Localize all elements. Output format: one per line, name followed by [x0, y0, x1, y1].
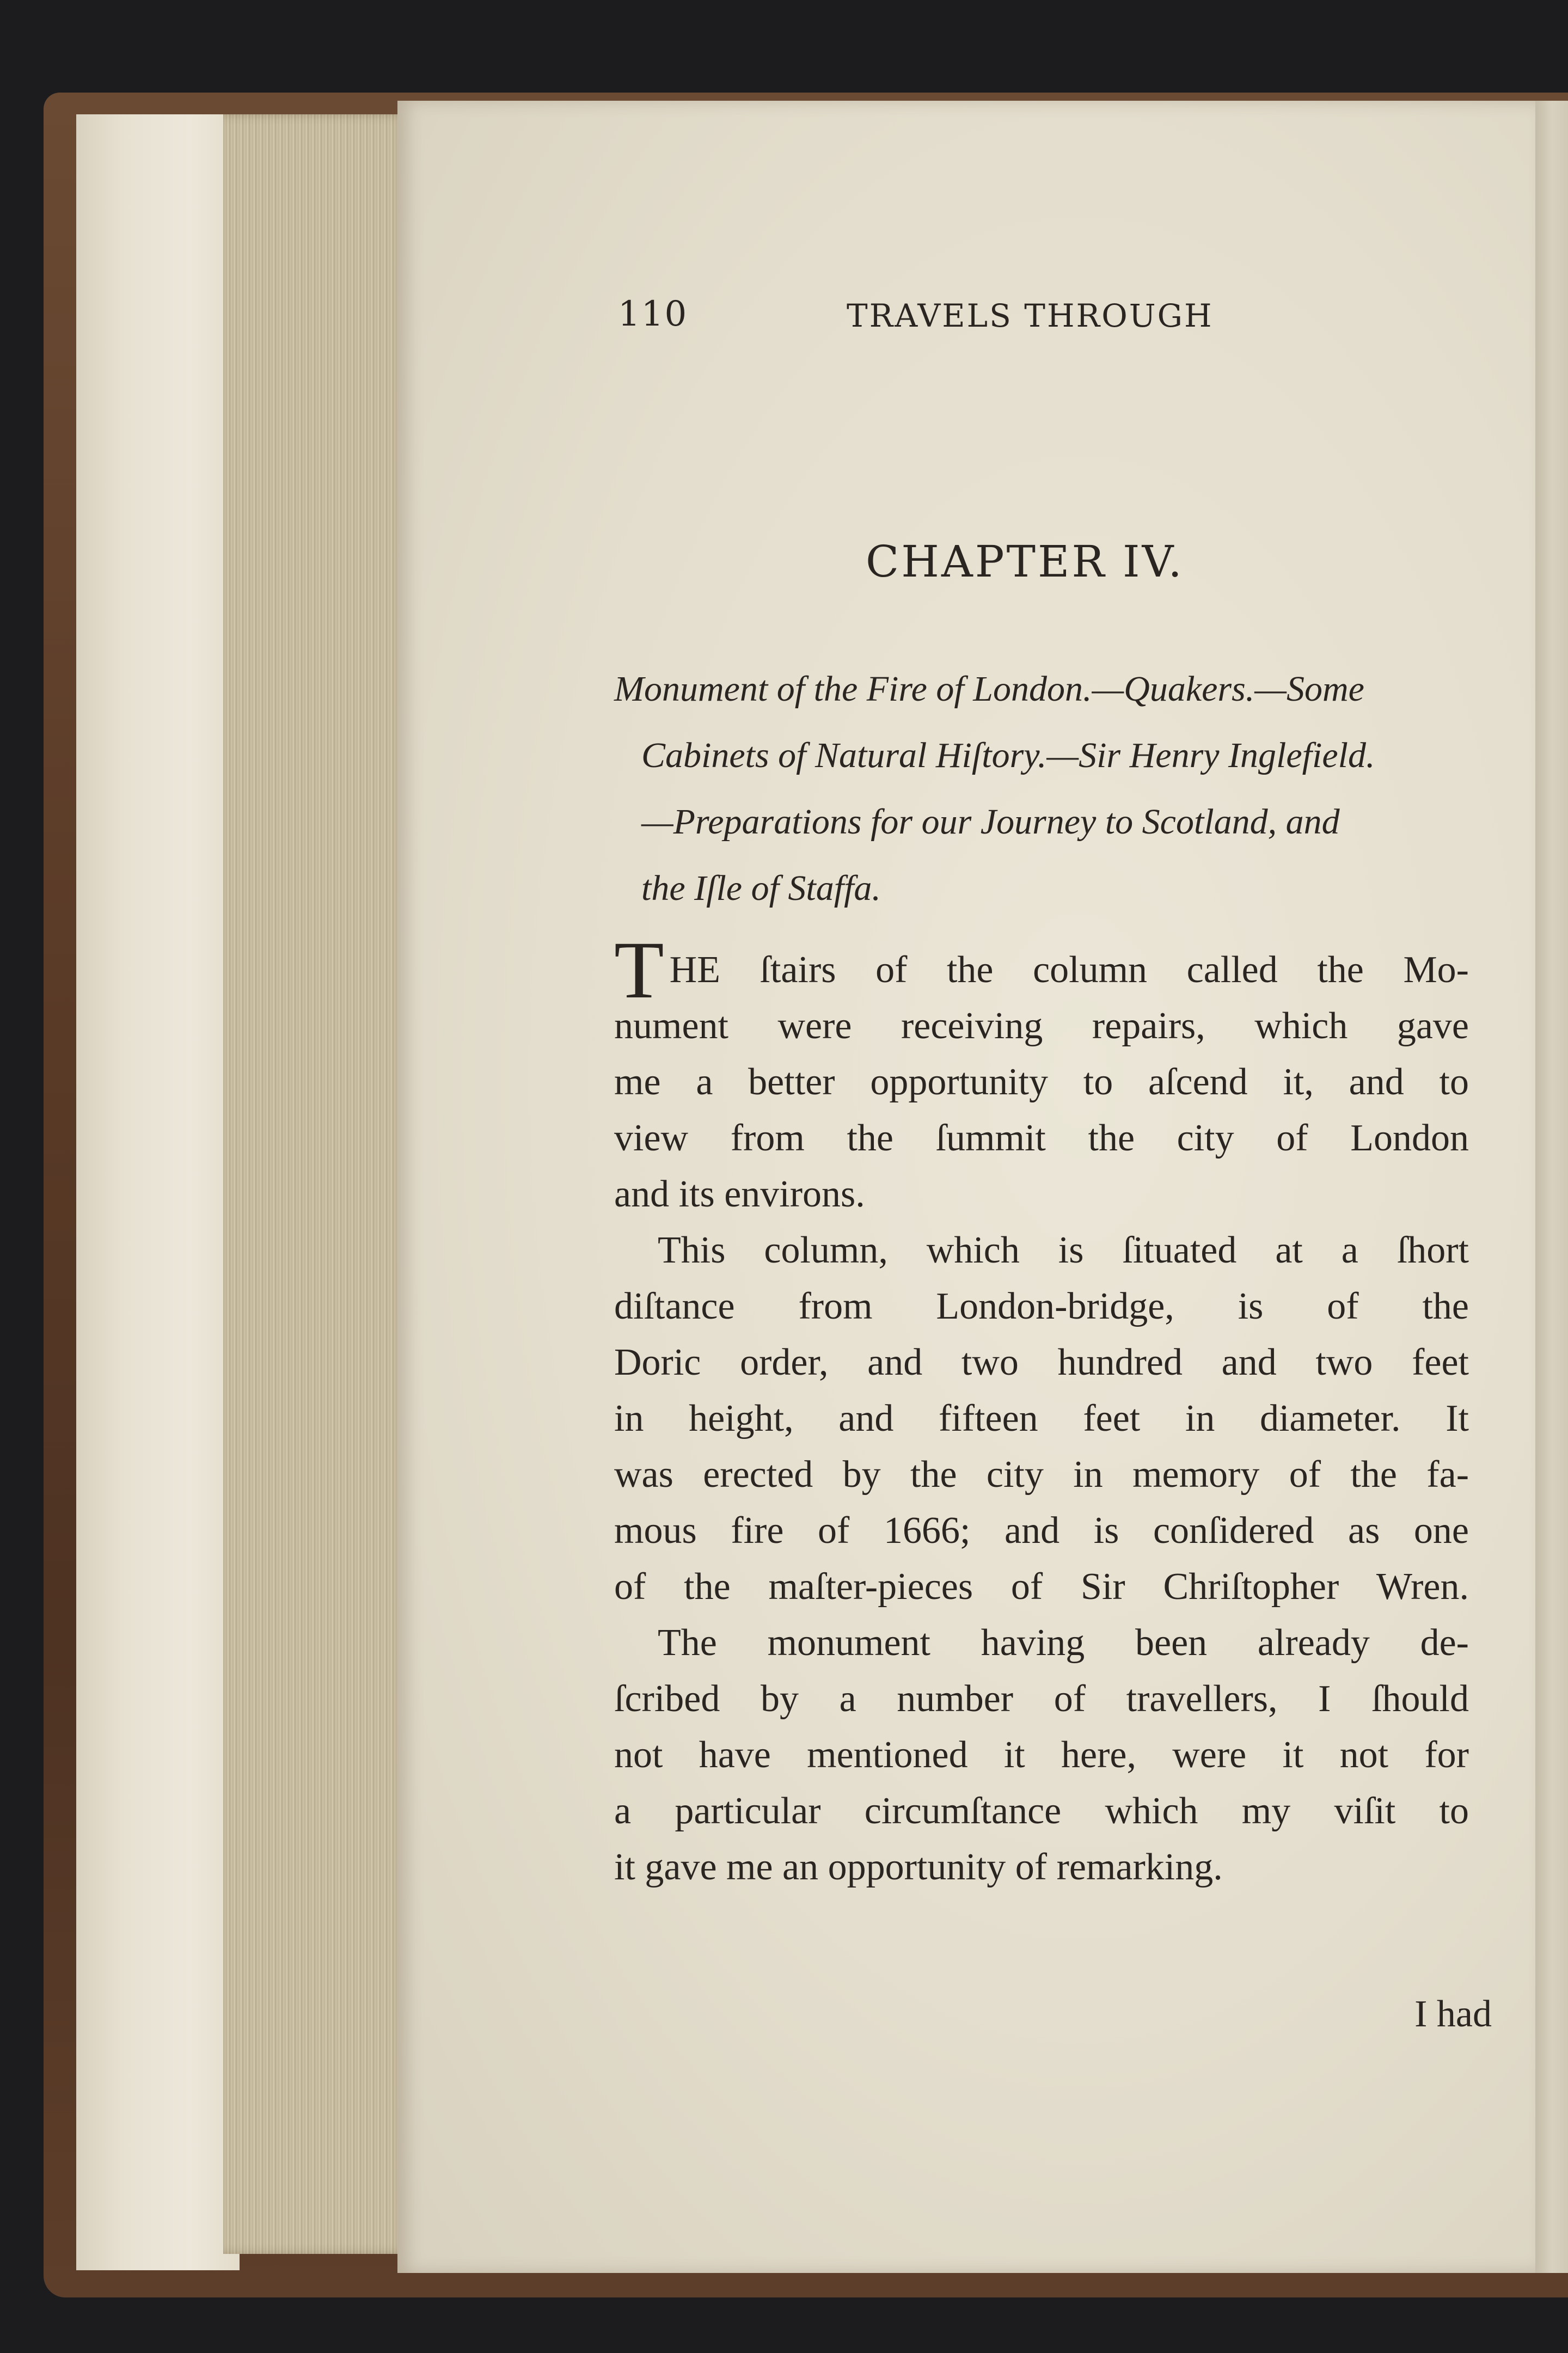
body-line: and its environs. — [614, 1173, 865, 1215]
body-line: The monument having been already de- — [658, 1622, 1469, 1664]
body-line: a particular circumſtance which my viſit to — [614, 1790, 1469, 1832]
summary-line: the Iſle of Staffa. — [641, 868, 881, 908]
flyleaf — [76, 114, 240, 2270]
body-text — [614, 925, 1469, 1895]
summary-line: Monument of the Fire of London.—Quakers.—Some — [614, 669, 1364, 709]
chapter-summary — [614, 656, 1491, 922]
page-number: 110 — [618, 294, 688, 334]
body-line: not have mentioned it here, were it not for — [614, 1734, 1469, 1776]
body-line: ſcribed by a number of travellers, I ſhould — [614, 1678, 1469, 1720]
summary-line: Cabinets of Natural Hiſtory.—Sir Henry Inglefield. — [641, 736, 1375, 775]
body-line: Doric order, and two hundred and two feet — [614, 1341, 1469, 1383]
body-line: in height, and fifteen feet in diameter. It — [614, 1398, 1469, 1439]
body-line: mous fire of 1666; and is conſidered as one — [614, 1510, 1469, 1552]
summary-line: —Preparations for our Journey to Scotland, and — [641, 802, 1340, 842]
body-line: of the maſter-pieces of Sir Chriſtopher Wren. — [614, 1566, 1469, 1608]
header-title: TRAVELS THROUGH — [847, 297, 1214, 334]
body-line: nument were receiving repairs, which gave — [614, 1005, 1469, 1047]
body-line: diſtance from London-bridge, is of the — [614, 1285, 1469, 1327]
body-line: view from the ſummit the city of London — [614, 1117, 1469, 1159]
page-edges — [223, 114, 408, 2254]
catchword: I had — [1414, 1993, 1492, 2035]
running-header — [618, 294, 1304, 354]
chapter-title: CHAPTER IV. — [866, 536, 1184, 587]
body-line: was erected by the city in memory of the fa- — [614, 1454, 1469, 1496]
body-line: me a better opportunity to aſcend it, and to — [614, 1061, 1469, 1103]
body-line: it gave me an opportunity of remarking. — [614, 1846, 1223, 1888]
drop-cap: T — [614, 925, 664, 1015]
body-line: This column, which is ſituated at a ſhort — [658, 1229, 1469, 1271]
body-line: HE ſtairs of the column called the Mo- — [669, 949, 1469, 991]
